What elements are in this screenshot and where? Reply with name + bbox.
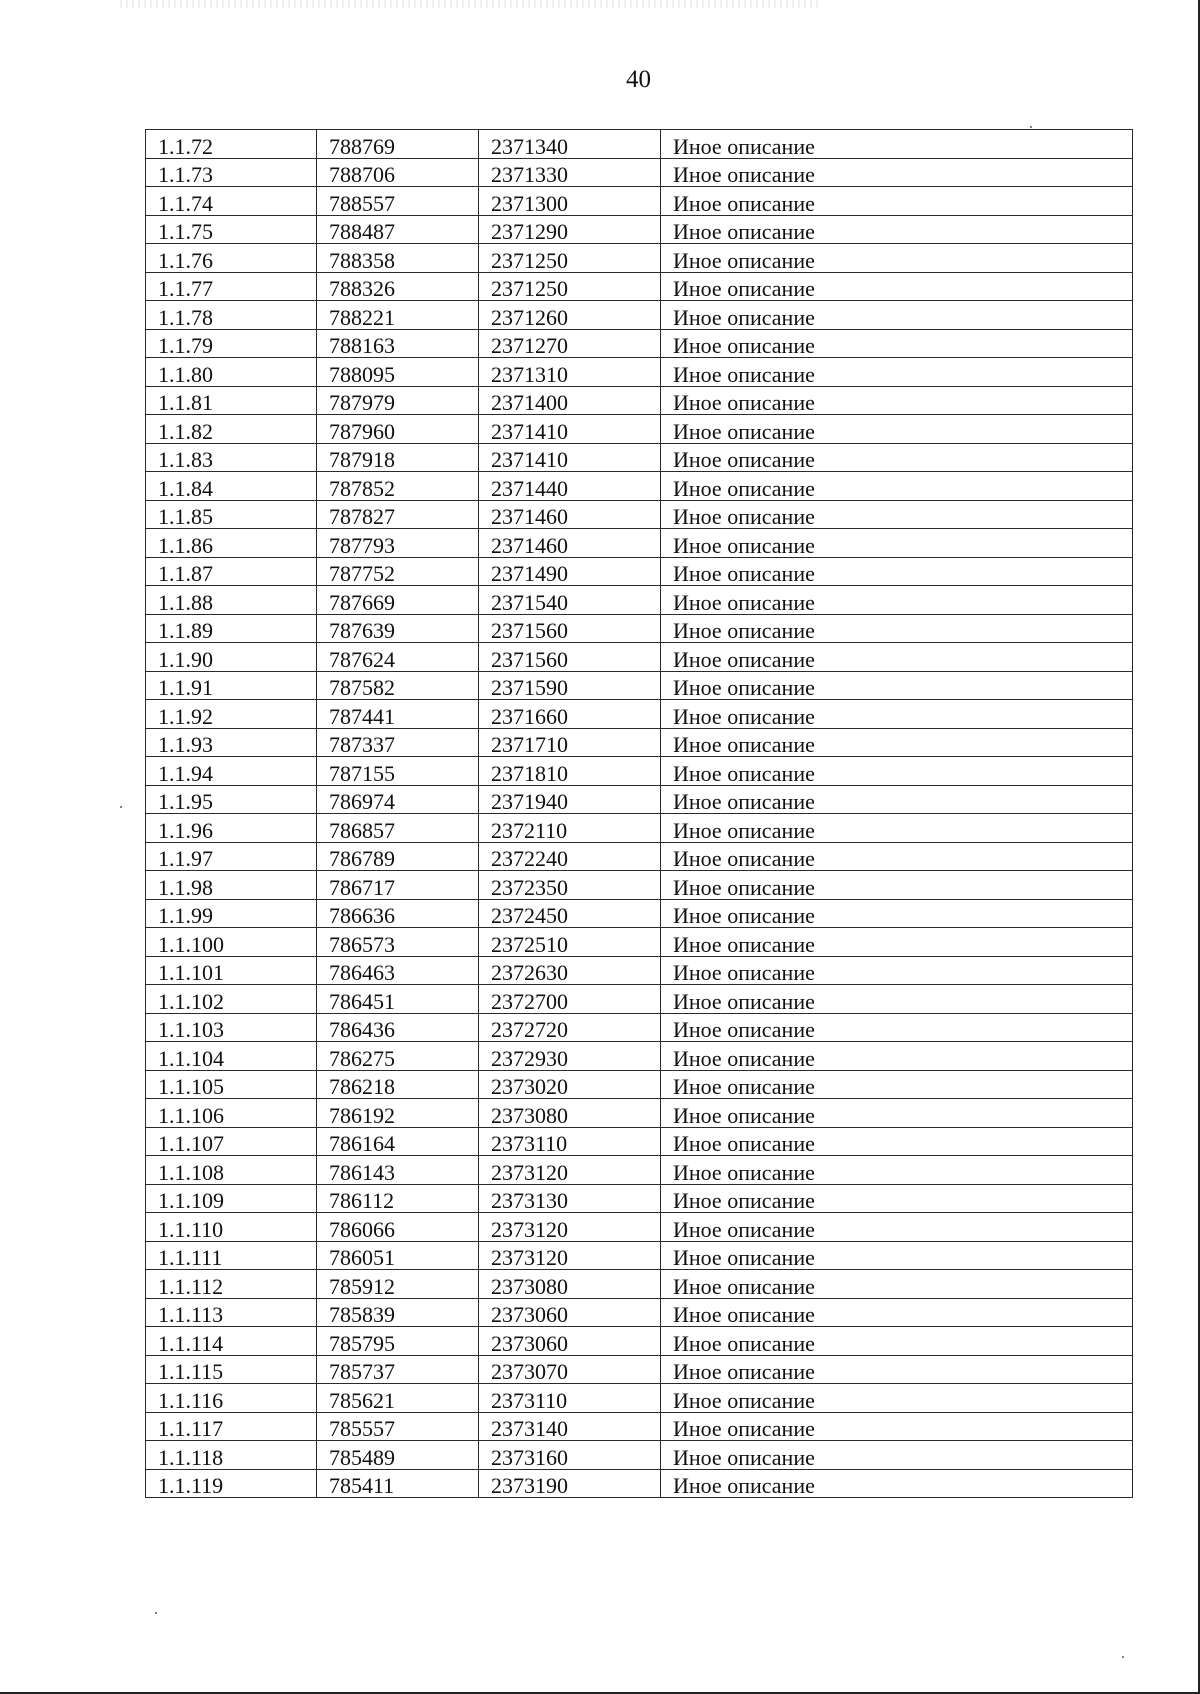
scan-speck bbox=[1122, 1656, 1124, 1658]
description-cell: Иное описание bbox=[661, 842, 1133, 871]
x-coordinate-cell: 785737 bbox=[317, 1355, 479, 1384]
y-coordinate-cell: 2371560 bbox=[479, 643, 661, 672]
y-coordinate-cell: 2371560 bbox=[479, 614, 661, 643]
table-row bbox=[146, 700, 1133, 729]
table-row bbox=[146, 985, 1133, 1014]
point-number-cell: 1.1.104 bbox=[146, 1042, 317, 1071]
table-row bbox=[146, 272, 1133, 301]
point-number-cell: 1.1.98 bbox=[146, 871, 317, 900]
y-coordinate-cell: 2371490 bbox=[479, 557, 661, 586]
point-number-cell: 1.1.72 bbox=[146, 130, 317, 159]
table-row bbox=[146, 1184, 1133, 1213]
y-coordinate-cell: 2372350 bbox=[479, 871, 661, 900]
table-row bbox=[146, 899, 1133, 928]
coordinates-table-body bbox=[146, 130, 1133, 1498]
point-number-cell: 1.1.108 bbox=[146, 1156, 317, 1185]
description-cell: Иное описание bbox=[661, 1184, 1133, 1213]
x-coordinate-cell: 787960 bbox=[317, 415, 479, 444]
description-cell: Иное описание bbox=[661, 557, 1133, 586]
point-number-cell: 1.1.90 bbox=[146, 643, 317, 672]
x-coordinate-cell: 788358 bbox=[317, 244, 479, 273]
point-number-cell: 1.1.113 bbox=[146, 1298, 317, 1327]
table-row bbox=[146, 1042, 1133, 1071]
y-coordinate-cell: 2371460 bbox=[479, 529, 661, 558]
description-cell: Иное описание bbox=[661, 1412, 1133, 1441]
point-number-cell: 1.1.94 bbox=[146, 757, 317, 786]
page-number: 40 bbox=[626, 66, 651, 93]
description-cell: Иное описание bbox=[661, 415, 1133, 444]
description-cell: Иное описание bbox=[661, 956, 1133, 985]
table-row bbox=[146, 814, 1133, 843]
description-cell: Иное описание bbox=[661, 1355, 1133, 1384]
y-coordinate-cell: 2371310 bbox=[479, 358, 661, 387]
y-coordinate-cell: 2371340 bbox=[479, 130, 661, 159]
y-coordinate-cell: 2371460 bbox=[479, 500, 661, 529]
description-cell: Иное описание bbox=[661, 785, 1133, 814]
point-number-cell: 1.1.84 bbox=[146, 472, 317, 501]
x-coordinate-cell: 786636 bbox=[317, 899, 479, 928]
y-coordinate-cell: 2373110 bbox=[479, 1384, 661, 1413]
table-row bbox=[146, 215, 1133, 244]
y-coordinate-cell: 2373160 bbox=[479, 1441, 661, 1470]
y-coordinate-cell: 2371590 bbox=[479, 671, 661, 700]
x-coordinate-cell: 786717 bbox=[317, 871, 479, 900]
x-coordinate-cell: 785839 bbox=[317, 1298, 479, 1327]
point-number-cell: 1.1.105 bbox=[146, 1070, 317, 1099]
table-row bbox=[146, 244, 1133, 273]
y-coordinate-cell: 2373070 bbox=[479, 1355, 661, 1384]
x-coordinate-cell: 786436 bbox=[317, 1013, 479, 1042]
x-coordinate-cell: 786192 bbox=[317, 1099, 479, 1128]
point-number-cell: 1.1.88 bbox=[146, 586, 317, 615]
table-row bbox=[146, 1013, 1133, 1042]
x-coordinate-cell: 787827 bbox=[317, 500, 479, 529]
x-coordinate-cell: 786051 bbox=[317, 1241, 479, 1270]
x-coordinate-cell: 785489 bbox=[317, 1441, 479, 1470]
scan-artifact-top bbox=[120, 0, 820, 8]
point-number-cell: 1.1.110 bbox=[146, 1213, 317, 1242]
x-coordinate-cell: 786573 bbox=[317, 928, 479, 957]
table-row bbox=[146, 1099, 1133, 1128]
description-cell: Иное описание bbox=[661, 899, 1133, 928]
x-coordinate-cell: 786974 bbox=[317, 785, 479, 814]
table-row bbox=[146, 1213, 1133, 1242]
table-row bbox=[146, 130, 1133, 159]
description-cell: Иное описание bbox=[661, 386, 1133, 415]
description-cell: Иное описание bbox=[661, 757, 1133, 786]
point-number-cell: 1.1.75 bbox=[146, 215, 317, 244]
y-coordinate-cell: 2373140 bbox=[479, 1412, 661, 1441]
point-number-cell: 1.1.74 bbox=[146, 187, 317, 216]
y-coordinate-cell: 2372720 bbox=[479, 1013, 661, 1042]
y-coordinate-cell: 2372630 bbox=[479, 956, 661, 985]
table-row bbox=[146, 1241, 1133, 1270]
point-number-cell: 1.1.102 bbox=[146, 985, 317, 1014]
description-cell: Иное описание bbox=[661, 1156, 1133, 1185]
description-cell: Иное описание bbox=[661, 215, 1133, 244]
y-coordinate-cell: 2373110 bbox=[479, 1127, 661, 1156]
table-row bbox=[146, 1070, 1133, 1099]
scan-speck bbox=[155, 1612, 157, 1614]
x-coordinate-cell: 787155 bbox=[317, 757, 479, 786]
table-row bbox=[146, 1412, 1133, 1441]
y-coordinate-cell: 2371270 bbox=[479, 329, 661, 358]
y-coordinate-cell: 2372930 bbox=[479, 1042, 661, 1071]
table-row bbox=[146, 928, 1133, 957]
description-cell: Иное описание bbox=[661, 529, 1133, 558]
description-cell: Иное описание bbox=[661, 187, 1133, 216]
point-number-cell: 1.1.78 bbox=[146, 301, 317, 330]
point-number-cell: 1.1.86 bbox=[146, 529, 317, 558]
y-coordinate-cell: 2371290 bbox=[479, 215, 661, 244]
table-row bbox=[146, 1270, 1133, 1299]
description-cell: Иное описание bbox=[661, 700, 1133, 729]
point-number-cell: 1.1.96 bbox=[146, 814, 317, 843]
point-number-cell: 1.1.100 bbox=[146, 928, 317, 957]
y-coordinate-cell: 2372110 bbox=[479, 814, 661, 843]
description-cell: Иное описание bbox=[661, 329, 1133, 358]
description-cell: Иное описание bbox=[661, 500, 1133, 529]
table-row bbox=[146, 500, 1133, 529]
y-coordinate-cell: 2371540 bbox=[479, 586, 661, 615]
x-coordinate-cell: 788326 bbox=[317, 272, 479, 301]
table-row bbox=[146, 472, 1133, 501]
point-number-cell: 1.1.119 bbox=[146, 1469, 317, 1498]
x-coordinate-cell: 788095 bbox=[317, 358, 479, 387]
description-cell: Иное описание bbox=[661, 1042, 1133, 1071]
y-coordinate-cell: 2373120 bbox=[479, 1213, 661, 1242]
description-cell: Иное описание bbox=[661, 671, 1133, 700]
table-row bbox=[146, 415, 1133, 444]
x-coordinate-cell: 788769 bbox=[317, 130, 479, 159]
table-row bbox=[146, 871, 1133, 900]
point-number-cell: 1.1.103 bbox=[146, 1013, 317, 1042]
table-row bbox=[146, 671, 1133, 700]
x-coordinate-cell: 785557 bbox=[317, 1412, 479, 1441]
x-coordinate-cell: 787793 bbox=[317, 529, 479, 558]
x-coordinate-cell: 786789 bbox=[317, 842, 479, 871]
table-row bbox=[146, 358, 1133, 387]
y-coordinate-cell: 2372510 bbox=[479, 928, 661, 957]
table-row bbox=[146, 301, 1133, 330]
point-number-cell: 1.1.81 bbox=[146, 386, 317, 415]
table-row bbox=[146, 187, 1133, 216]
y-coordinate-cell: 2373060 bbox=[479, 1298, 661, 1327]
table-row bbox=[146, 757, 1133, 786]
description-cell: Иное описание bbox=[661, 1327, 1133, 1356]
table-row bbox=[146, 1156, 1133, 1185]
y-coordinate-cell: 2371260 bbox=[479, 301, 661, 330]
point-number-cell: 1.1.117 bbox=[146, 1412, 317, 1441]
y-coordinate-cell: 2373080 bbox=[479, 1270, 661, 1299]
x-coordinate-cell: 786857 bbox=[317, 814, 479, 843]
table-row bbox=[146, 443, 1133, 472]
point-number-cell: 1.1.99 bbox=[146, 899, 317, 928]
point-number-cell: 1.1.118 bbox=[146, 1441, 317, 1470]
x-coordinate-cell: 787852 bbox=[317, 472, 479, 501]
point-number-cell: 1.1.85 bbox=[146, 500, 317, 529]
description-cell: Иное описание bbox=[661, 443, 1133, 472]
x-coordinate-cell: 788487 bbox=[317, 215, 479, 244]
description-cell: Иное описание bbox=[661, 1127, 1133, 1156]
point-number-cell: 1.1.115 bbox=[146, 1355, 317, 1384]
table-row bbox=[146, 1298, 1133, 1327]
scan-speck bbox=[1030, 126, 1032, 128]
table-row bbox=[146, 1441, 1133, 1470]
y-coordinate-cell: 2371250 bbox=[479, 244, 661, 273]
description-cell: Иное описание bbox=[661, 1441, 1133, 1470]
description-cell: Иное описание bbox=[661, 928, 1133, 957]
point-number-cell: 1.1.89 bbox=[146, 614, 317, 643]
point-number-cell: 1.1.116 bbox=[146, 1384, 317, 1413]
table-row bbox=[146, 785, 1133, 814]
x-coordinate-cell: 787979 bbox=[317, 386, 479, 415]
coordinates-table bbox=[145, 129, 1133, 1498]
point-number-cell: 1.1.92 bbox=[146, 700, 317, 729]
description-cell: Иное описание bbox=[661, 1469, 1133, 1498]
description-cell: Иное описание bbox=[661, 614, 1133, 643]
x-coordinate-cell: 787752 bbox=[317, 557, 479, 586]
point-number-cell: 1.1.97 bbox=[146, 842, 317, 871]
point-number-cell: 1.1.87 bbox=[146, 557, 317, 586]
point-number-cell: 1.1.77 bbox=[146, 272, 317, 301]
table-row bbox=[146, 1127, 1133, 1156]
table-row bbox=[146, 1355, 1133, 1384]
y-coordinate-cell: 2373060 bbox=[479, 1327, 661, 1356]
table-row bbox=[146, 557, 1133, 586]
description-cell: Иное описание bbox=[661, 1298, 1133, 1327]
x-coordinate-cell: 786112 bbox=[317, 1184, 479, 1213]
y-coordinate-cell: 2373130 bbox=[479, 1184, 661, 1213]
description-cell: Иное описание bbox=[661, 158, 1133, 187]
table-row bbox=[146, 842, 1133, 871]
description-cell: Иное описание bbox=[661, 985, 1133, 1014]
table-row bbox=[146, 1327, 1133, 1356]
table-row bbox=[146, 529, 1133, 558]
y-coordinate-cell: 2373190 bbox=[479, 1469, 661, 1498]
x-coordinate-cell: 787624 bbox=[317, 643, 479, 672]
y-coordinate-cell: 2371410 bbox=[479, 415, 661, 444]
point-number-cell: 1.1.83 bbox=[146, 443, 317, 472]
point-number-cell: 1.1.82 bbox=[146, 415, 317, 444]
y-coordinate-cell: 2371410 bbox=[479, 443, 661, 472]
table-row bbox=[146, 643, 1133, 672]
point-number-cell: 1.1.93 bbox=[146, 728, 317, 757]
point-number-cell: 1.1.106 bbox=[146, 1099, 317, 1128]
x-coordinate-cell: 787582 bbox=[317, 671, 479, 700]
y-coordinate-cell: 2373020 bbox=[479, 1070, 661, 1099]
table-row bbox=[146, 1469, 1133, 1498]
description-cell: Иное описание bbox=[661, 1070, 1133, 1099]
table-row bbox=[146, 728, 1133, 757]
point-number-cell: 1.1.79 bbox=[146, 329, 317, 358]
y-coordinate-cell: 2371300 bbox=[479, 187, 661, 216]
description-cell: Иное описание bbox=[661, 358, 1133, 387]
x-coordinate-cell: 785411 bbox=[317, 1469, 479, 1498]
y-coordinate-cell: 2372450 bbox=[479, 899, 661, 928]
x-coordinate-cell: 787669 bbox=[317, 586, 479, 615]
x-coordinate-cell: 787639 bbox=[317, 614, 479, 643]
table-row bbox=[146, 329, 1133, 358]
description-cell: Иное описание bbox=[661, 130, 1133, 159]
point-number-cell: 1.1.73 bbox=[146, 158, 317, 187]
x-coordinate-cell: 786451 bbox=[317, 985, 479, 1014]
description-cell: Иное описание bbox=[661, 244, 1133, 273]
table-row bbox=[146, 614, 1133, 643]
y-coordinate-cell: 2371250 bbox=[479, 272, 661, 301]
x-coordinate-cell: 786218 bbox=[317, 1070, 479, 1099]
description-cell: Иное описание bbox=[661, 586, 1133, 615]
y-coordinate-cell: 2373080 bbox=[479, 1099, 661, 1128]
description-cell: Иное описание bbox=[661, 272, 1133, 301]
description-cell: Иное описание bbox=[661, 472, 1133, 501]
y-coordinate-cell: 2371710 bbox=[479, 728, 661, 757]
x-coordinate-cell: 787337 bbox=[317, 728, 479, 757]
point-number-cell: 1.1.101 bbox=[146, 956, 317, 985]
x-coordinate-cell: 787441 bbox=[317, 700, 479, 729]
description-cell: Иное описание bbox=[661, 1384, 1133, 1413]
point-number-cell: 1.1.91 bbox=[146, 671, 317, 700]
x-coordinate-cell: 786275 bbox=[317, 1042, 479, 1071]
x-coordinate-cell: 786143 bbox=[317, 1156, 479, 1185]
x-coordinate-cell: 786463 bbox=[317, 956, 479, 985]
description-cell: Иное описание bbox=[661, 1270, 1133, 1299]
description-cell: Иное описание bbox=[661, 1241, 1133, 1270]
scan-speck bbox=[120, 806, 122, 808]
table-row bbox=[146, 586, 1133, 615]
x-coordinate-cell: 788557 bbox=[317, 187, 479, 216]
description-cell: Иное описание bbox=[661, 301, 1133, 330]
y-coordinate-cell: 2373120 bbox=[479, 1241, 661, 1270]
description-cell: Иное описание bbox=[661, 1099, 1133, 1128]
x-coordinate-cell: 785621 bbox=[317, 1384, 479, 1413]
point-number-cell: 1.1.95 bbox=[146, 785, 317, 814]
point-number-cell: 1.1.109 bbox=[146, 1184, 317, 1213]
description-cell: Иное описание bbox=[661, 814, 1133, 843]
table-row bbox=[146, 386, 1133, 415]
x-coordinate-cell: 786164 bbox=[317, 1127, 479, 1156]
x-coordinate-cell: 788706 bbox=[317, 158, 479, 187]
table-row bbox=[146, 1384, 1133, 1413]
table-row bbox=[146, 956, 1133, 985]
point-number-cell: 1.1.114 bbox=[146, 1327, 317, 1356]
y-coordinate-cell: 2371660 bbox=[479, 700, 661, 729]
description-cell: Иное описание bbox=[661, 1213, 1133, 1242]
description-cell: Иное описание bbox=[661, 871, 1133, 900]
point-number-cell: 1.1.80 bbox=[146, 358, 317, 387]
description-cell: Иное описание bbox=[661, 1013, 1133, 1042]
table-row bbox=[146, 158, 1133, 187]
y-coordinate-cell: 2371330 bbox=[479, 158, 661, 187]
x-coordinate-cell: 785912 bbox=[317, 1270, 479, 1299]
x-coordinate-cell: 786066 bbox=[317, 1213, 479, 1242]
point-number-cell: 1.1.76 bbox=[146, 244, 317, 273]
x-coordinate-cell: 788163 bbox=[317, 329, 479, 358]
description-cell: Иное описание bbox=[661, 643, 1133, 672]
y-coordinate-cell: 2372240 bbox=[479, 842, 661, 871]
x-coordinate-cell: 788221 bbox=[317, 301, 479, 330]
point-number-cell: 1.1.112 bbox=[146, 1270, 317, 1299]
y-coordinate-cell: 2372700 bbox=[479, 985, 661, 1014]
description-cell: Иное описание bbox=[661, 728, 1133, 757]
point-number-cell: 1.1.107 bbox=[146, 1127, 317, 1156]
y-coordinate-cell: 2371400 bbox=[479, 386, 661, 415]
x-coordinate-cell: 787918 bbox=[317, 443, 479, 472]
y-coordinate-cell: 2373120 bbox=[479, 1156, 661, 1185]
y-coordinate-cell: 2371940 bbox=[479, 785, 661, 814]
point-number-cell: 1.1.111 bbox=[146, 1241, 317, 1270]
y-coordinate-cell: 2371810 bbox=[479, 757, 661, 786]
y-coordinate-cell: 2371440 bbox=[479, 472, 661, 501]
x-coordinate-cell: 785795 bbox=[317, 1327, 479, 1356]
